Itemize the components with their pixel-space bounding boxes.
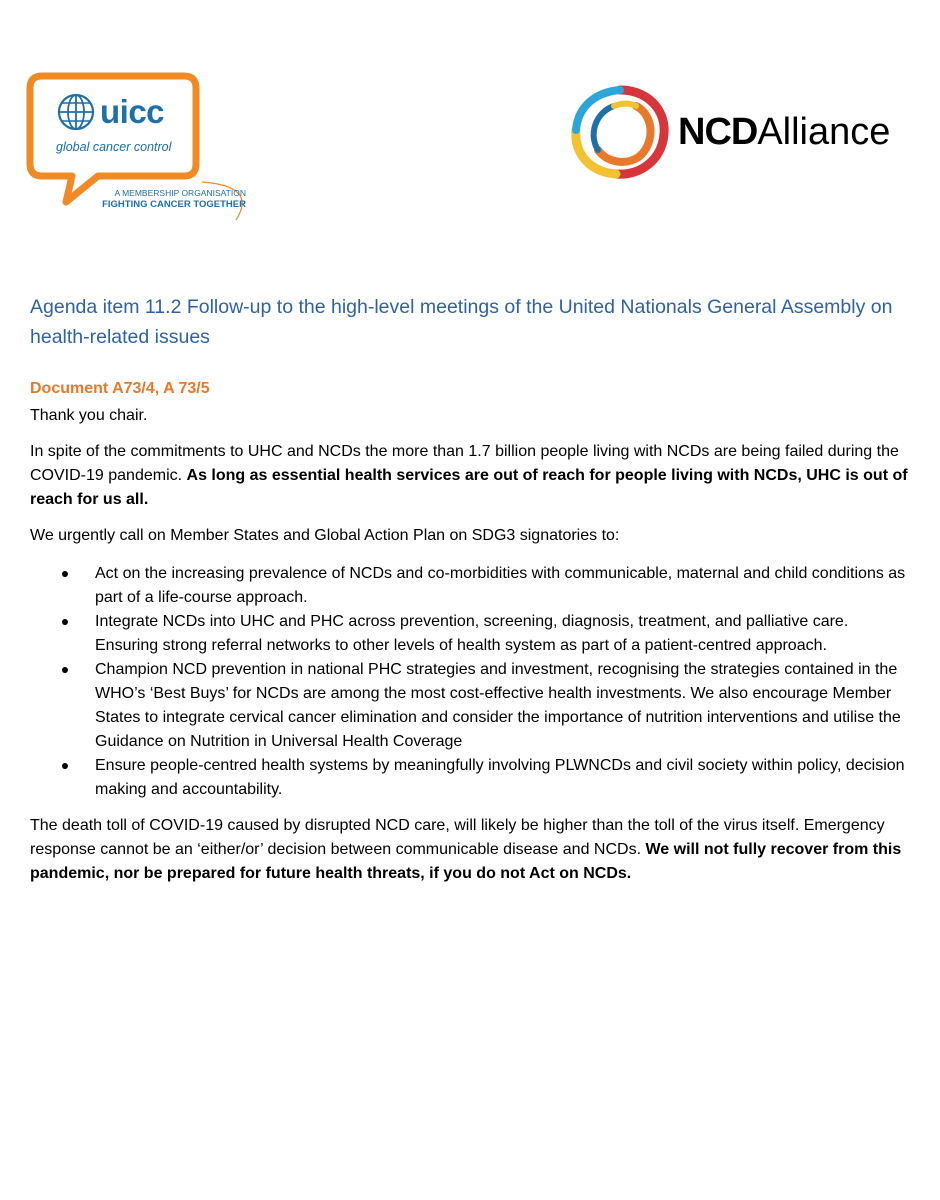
list-item-text: Champion NCD prevention in national PHC strategies and investment, recognising the strategies contained in the WHO’s ‘Best Buys’ for NCDs are among the most cost-effective health investments. We also encourage Member States to integrate cervical cancer elimination and consider the importance of nutrition interventions and utilise the Guidance on Nutrition in Universal Health Coverage <box>95 661 901 750</box>
list-item <box>30 610 910 658</box>
closing-text: The death toll of COVID-19 caused by disrupted NCD care, will likely be higher than the toll of the virus itself. Emergency response cannot be an ‘either/or’ decision between communicable disease and NCDs. <box>30 817 885 858</box>
recommendations-list <box>30 562 910 802</box>
document-reference: Document A73/4, A 73/5 <box>30 380 210 397</box>
list-item-text: Ensure people-centred health systems by meaningfully involving PLWNCDs and civil society within policy, decision making and accountability. <box>95 757 905 798</box>
bullet-icon <box>62 667 68 673</box>
list-item <box>30 658 910 754</box>
list-item <box>30 754 910 802</box>
list-item-text: Integrate NCDs into UHC and PHC across prevention, screening, diagnosis, treatment, and palliative care. Ensuring strong referral networks to other levels of health system as part of a patient-centred approach. <box>95 613 849 654</box>
closing-paragraph <box>30 814 910 886</box>
greeting: Thank you chair. <box>30 407 148 424</box>
ncd-wordmark-regular: Alliance <box>757 111 891 153</box>
globe-icon <box>56 92 96 132</box>
uicc-tagline: global cancer control <box>56 140 172 154</box>
ncd-ring-icon <box>570 84 670 180</box>
intro-paragraph <box>30 440 910 512</box>
agenda-title: Agenda item 11.2 Follow-up to the high-level meetings of the United Nationals General Assembly on health-related issues <box>30 296 893 348</box>
intro-text: In spite of the commitments to UHC and NCDs the more than 1.7 billion people living with NCDs are being failed during the COVID-19 pandemic. <box>30 443 899 484</box>
document-body <box>30 292 910 886</box>
list-item <box>30 562 910 610</box>
bullet-icon <box>62 571 68 577</box>
list-item-text: Act on the increasing prevalence of NCDs and co-morbidities with communicable, maternal and child conditions as part of a life-course approach. <box>95 565 906 606</box>
ncd-alliance-logo <box>570 84 920 180</box>
closing-emphasis: We will not fully recover from this pandemic, nor be prepared for future health threats, if you do not Act on NCDs. <box>30 841 902 882</box>
uicc-wordmark: uicc <box>100 93 165 130</box>
ncd-wordmark <box>678 110 890 154</box>
bullet-icon <box>62 619 68 625</box>
intro-emphasis: As long as essential health services are out of reach for people living with NCDs, UHC is out of reach for us all. <box>30 467 908 508</box>
call-to-action: We urgently call on Member States and Global Action Plan on SDG3 signatories to: <box>30 527 620 544</box>
document-header <box>0 0 940 240</box>
bullet-icon <box>62 763 68 769</box>
ncd-wordmark-bold: NCD <box>678 111 758 153</box>
uicc-logo <box>26 70 258 228</box>
uicc-membership-line: A MEMBERSHIP ORGANISATION <box>114 188 246 198</box>
uicc-slogan: FIGHTING CANCER TOGETHER <box>102 199 246 210</box>
